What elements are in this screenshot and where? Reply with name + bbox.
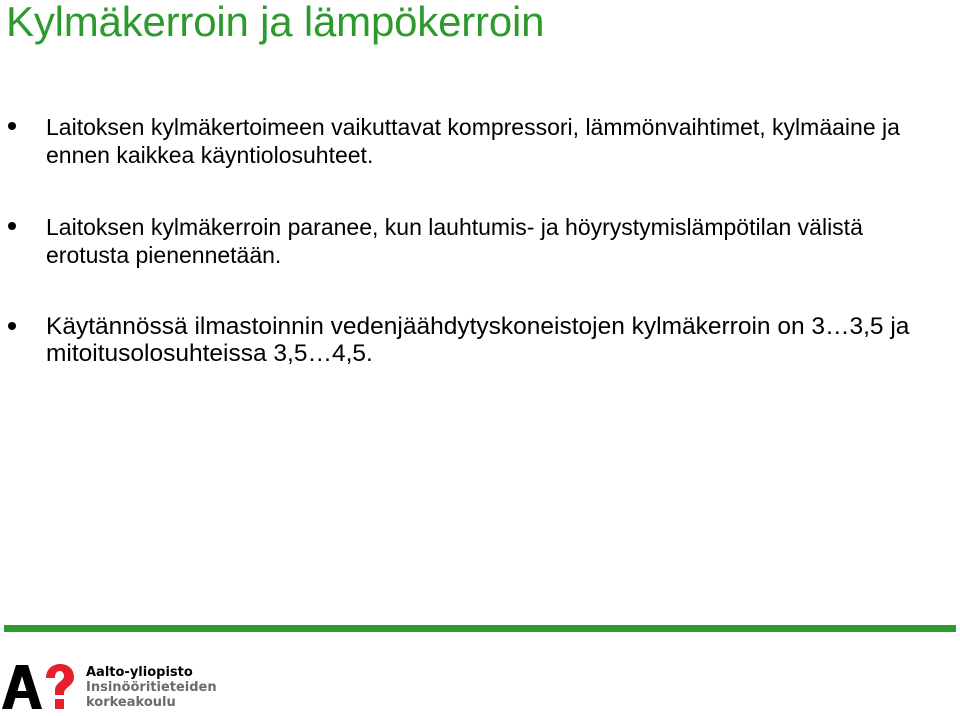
- bullet-text: Laitoksen kylmäkerroin paranee, kun lauhtumis- ja höyrystymislämpötilan välistä erotusta pienennetään.: [46, 214, 863, 268]
- bullet-list: [0, 113, 960, 411]
- bullet-dot-icon: [8, 222, 16, 230]
- footer-divider: [4, 625, 956, 632]
- aalto-logo-icon: [2, 664, 76, 710]
- bullet-text: Laitoksen kylmäkertoimeen vaikuttavat kompressori, lämmönvaihtimet, kylmäaine ja ennen kaikkea käyntiolosuhteet.: [46, 114, 900, 168]
- bullet-dot-icon: [8, 122, 16, 130]
- logo-wordmark: [86, 665, 217, 710]
- bullet-dot-icon: [8, 322, 16, 330]
- bullet-item: [0, 313, 960, 367]
- bullet-item: [0, 213, 960, 269]
- slide-title: Kylmäkerroin ja lämpökerroin: [6, 0, 545, 45]
- logo-line-school-2: korkeakoulu: [86, 695, 176, 710]
- bullet-item: [0, 113, 960, 169]
- logo-line-university: Aalto-yliopisto: [86, 665, 193, 680]
- logo-line-school: Insinööritieteiden: [86, 680, 217, 695]
- bullet-text: Käytännössä ilmastoinnin vedenjäähdytyskoneistojen kylmäkerroin on 3…3,5 ja mitoitusolosuhteissa 3,5…4,5.: [46, 313, 910, 367]
